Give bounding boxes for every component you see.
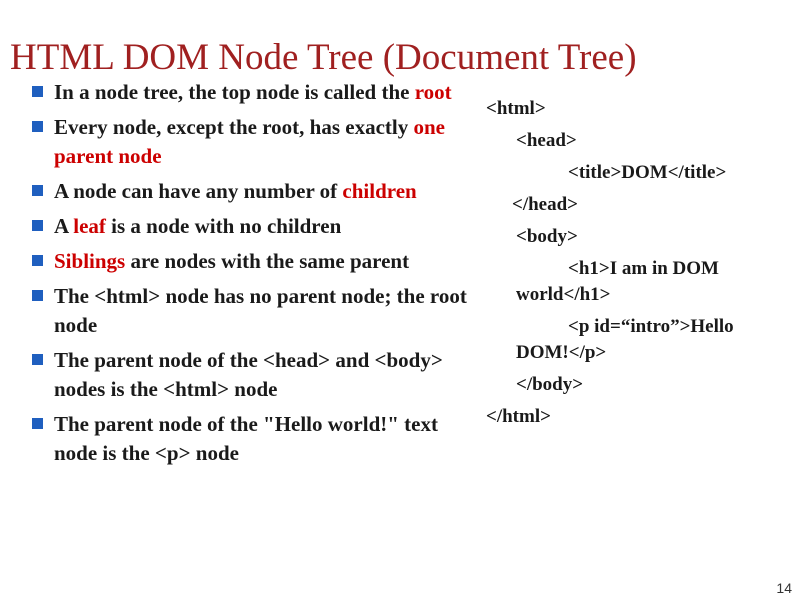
- code-line: <body>: [516, 226, 578, 247]
- bullet-text: A node can have any number of: [54, 179, 343, 203]
- square-bullet-icon: [32, 418, 43, 429]
- code-line: world</h1>: [516, 284, 611, 305]
- code-line: <html>: [486, 98, 546, 119]
- bullet-item: [30, 247, 470, 276]
- bullet-highlight: Siblings: [54, 249, 126, 273]
- bullet-text: The <html> node has no parent node; the root node: [54, 284, 467, 337]
- bullet-highlight: children: [342, 179, 417, 203]
- code-line: DOM!</p>: [516, 342, 607, 363]
- square-bullet-icon: [32, 185, 43, 196]
- square-bullet-icon: [32, 86, 43, 97]
- bullet-text: The parent node of the <head> and <body> nodes is the <html> node: [54, 348, 443, 401]
- bullet-item: [30, 346, 470, 404]
- code-line: <head>: [516, 130, 577, 151]
- square-bullet-icon: [32, 290, 43, 301]
- bullet-highlight: one parent node: [54, 115, 445, 168]
- code-line: </html>: [486, 406, 551, 427]
- html-code-sample: [486, 96, 786, 430]
- code-line: <title>DOM</title>: [568, 162, 727, 183]
- bullet-item: [30, 177, 470, 206]
- page-number: 14: [776, 580, 792, 596]
- square-bullet-icon: [32, 121, 43, 132]
- square-bullet-icon: [32, 255, 43, 266]
- slide-title: HTML DOM Node Tree (Document Tree): [10, 37, 637, 78]
- bullet-list: [30, 78, 470, 474]
- bullet-text: The parent node of the "Hello world!" text node is the <p> node: [54, 412, 438, 465]
- bullet-text: A: [54, 214, 74, 238]
- bullet-text: In a node tree, the top node is called the: [54, 80, 415, 104]
- square-bullet-icon: [32, 220, 43, 231]
- bullet-text: Every node, except the root, has exactly: [54, 115, 414, 139]
- bullet-text-after: are nodes with the same parent: [125, 249, 410, 273]
- square-bullet-icon: [32, 354, 43, 365]
- bullet-highlight: leaf: [73, 214, 106, 238]
- bullet-item: [30, 113, 470, 171]
- bullet-item: [30, 282, 470, 340]
- code-line: </head>: [512, 194, 578, 215]
- code-line: <p id=“intro”>Hello: [568, 316, 734, 337]
- bullet-item: [30, 78, 470, 107]
- bullet-highlight: root: [414, 80, 452, 104]
- code-line: <h1>I am in DOM: [568, 258, 719, 279]
- code-line: </body>: [516, 374, 584, 395]
- bullet-item: [30, 410, 470, 468]
- bullet-item: [30, 212, 470, 241]
- bullet-text-after: is a node with no children: [105, 214, 342, 238]
